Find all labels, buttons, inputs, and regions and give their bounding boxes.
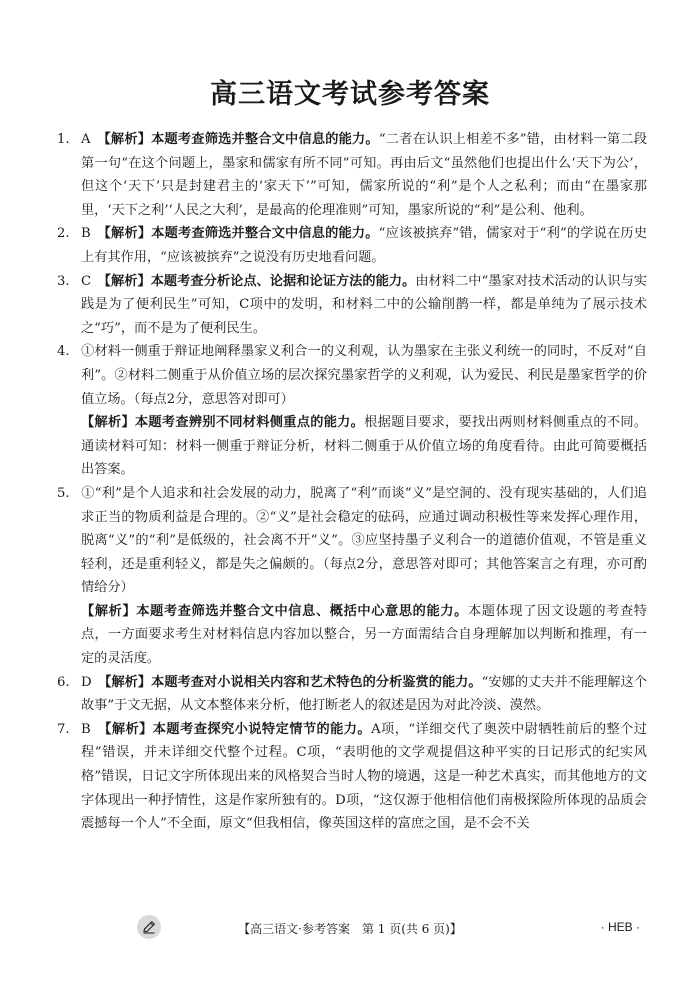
analysis-tag: 【解析】本题考查分析论点、论据和论证方法的能力。 bbox=[104, 273, 416, 289]
answer-item-2 bbox=[57, 222, 647, 269]
analysis-tag: 【解析】本题考查辨别不同材料侧重点的能力。 bbox=[81, 415, 365, 431]
footer-page-info: 【高三语文·参考答案 第 1 页(共 6 页)】 bbox=[238, 922, 462, 936]
item-number: 7. bbox=[57, 721, 70, 737]
item-number: 3. bbox=[57, 273, 70, 289]
item-answer: B bbox=[81, 226, 91, 242]
analysis-tag: 【解析】本题考查对小说相关内容和艺术特色的分析鉴赏的能力。 bbox=[104, 674, 482, 690]
analysis-tag: 【解析】本题考查筛选并整合文中信息的能力。 bbox=[104, 226, 379, 242]
analysis-text: 根据题目要求，要找出两则材料侧重点的不同。通读材料可知：材料一侧重于辩证分析，材料二侧重于从价值立场的角度看待。由此可简要概括出答案。 bbox=[81, 415, 648, 478]
answer-item-6 bbox=[57, 671, 647, 718]
analysis-text: 由材料二中“墨家对技术活动的认识与实践是为了便利民生”可知，C项中的发明，和材料二中的公输削鹊一样，都是单纯为了展示技术之“巧”，而不是为了便利民生。 bbox=[81, 273, 647, 336]
analysis-text: “二者在认识上相差不多”错，由材料一第二段第一句“在这个问题上，墨家和儒家有所不同”可知。再由后文“虽然他们也提出什么‘天下为公’，但这个‘天下’只是封建君主的‘家天下’”可知，儒家所说的“利”是个人之私利；而由“在墨家那里，‘天下之利’‘人民之大利’，是最高的伦理准则”可知，墨家所说的“利”是公利、他利。 bbox=[81, 132, 648, 218]
item-answer: ①“利”是个人追求和社会发展的动力，脱离了“利”而谈“义”是空洞的、没有现实基础的，人们追求正当的物质利益是合理的。②“义”是社会稳定的砝码，应通过调动积极性等来发挥心理作用，脱离“义”的“利”是低级的，社会离不开“义”。③应坚持墨子义利合一的道德价值观，不管是重义轻利，还是重利轻义，都是失之偏颇的。（每点2分，意思答对即可；其他答案言之有理，亦可酌情给分） bbox=[81, 485, 647, 596]
analysis-text: “应该被摈弃”错，儒家对于“利”的学说在历史上有其作用，“应该被摈弃”之说没有历史地看问题。 bbox=[81, 226, 648, 265]
analysis-text: 本题体现了因文设题的考查特点，一方面要求考生对材料信息内容加以整合，另一方面需结合自身理解加以判断和推理，有一定的灵活度。 bbox=[81, 603, 647, 667]
answer-item-1 bbox=[57, 128, 647, 222]
analysis-4 bbox=[57, 411, 647, 482]
item-number: 4. bbox=[57, 344, 70, 360]
answer-item-4 bbox=[57, 340, 647, 411]
item-answer: C bbox=[81, 273, 92, 289]
item-answer: B bbox=[81, 721, 91, 737]
analysis-tag: 【解析】本题考查筛选并整合文中信息的能力。 bbox=[104, 132, 379, 147]
item-answer: D bbox=[81, 674, 92, 690]
item-number: 6. bbox=[57, 674, 70, 690]
item-number: 2. bbox=[57, 226, 70, 242]
item-number: 5. bbox=[57, 485, 70, 501]
analysis-tag: 【解析】本题考查探究小说特定情节的能力。 bbox=[104, 721, 372, 737]
answer-item-3 bbox=[57, 270, 647, 341]
item-answer: ①材料一侧重于辩证地阐释墨家义利合一的义利观，认为墨家在主张义利统一的同时，不反对“自利”。②材料二侧重于从价值立场的层次探究墨家哲学的义利观，认为爱民、利民是墨家哲学的价值立场。（每点2分，意思答对即可） bbox=[81, 344, 647, 407]
answer-content bbox=[57, 128, 647, 836]
analysis-text: A项，“详细交代了奥茨中尉牺牲前后的整个过程”错误，并未详细交代整个过程。C项，“表明他的文学观提倡这种平实的日记形式的纪实风格”错误，日记文字所体现出来的风格契合当时人物的境遇，这是一种艺术真实，而其他地方的文字体现出一种抒情性，这是作家所独有的。D项，“这仅源于他相信他们南极探险所体现的品质会震撼每一个人”不全面，原文“但我相信，像英国这样的富庶之国，是不会不关 bbox=[81, 721, 648, 832]
answer-item-5 bbox=[57, 482, 647, 600]
analysis-5 bbox=[57, 600, 647, 671]
analysis-text: “安娜的丈夫并不能理解这个故事”于文无据，从文本整体来分析，他打断老人的叙述是因为对此冷淡、漠然。 bbox=[81, 674, 648, 714]
item-answer: A bbox=[81, 132, 91, 147]
answer-item-7 bbox=[57, 718, 647, 836]
item-number: 1. bbox=[57, 132, 70, 147]
analysis-tag: 【解析】本题考查筛选并整合文中信息、概括中心意思的能力。 bbox=[81, 603, 468, 619]
footer-code: · HEB · bbox=[600, 920, 640, 934]
page-title: 高三语文考试参考答案 bbox=[210, 79, 490, 110]
page-footer bbox=[0, 917, 700, 941]
